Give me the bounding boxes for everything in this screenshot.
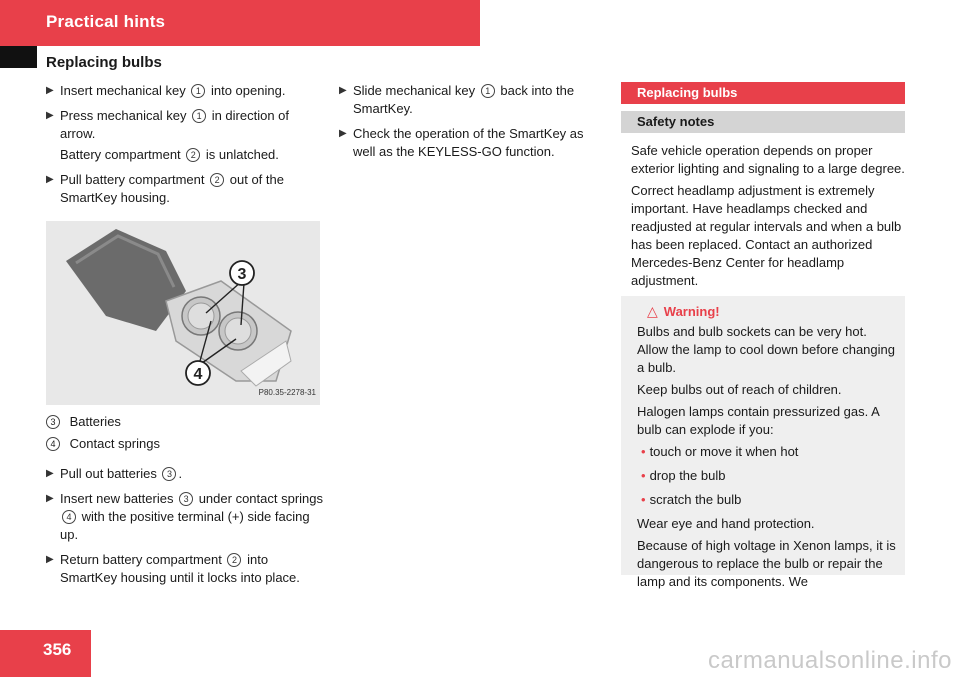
chapter-title: Practical hints (46, 12, 166, 31)
smartkey-battery-figure (46, 221, 320, 405)
warning-text: Bulbs and bulb sockets can be very hot. Allow the lamp to cool down before changing a bulb. (637, 324, 895, 375)
step-result: Battery compartment 2 is unlatched. (60, 147, 279, 162)
figure-code: P80.35-2278-31 (258, 388, 316, 397)
instruction-step: ▶ Pull out batteries 3 . (46, 466, 183, 481)
warning-box (621, 296, 905, 589)
smartkey-illustration (46, 221, 320, 405)
column-left (46, 82, 326, 594)
legend-item (46, 435, 326, 453)
callout-2: 2 (227, 553, 241, 567)
bullet-item: • scratch the bulb (641, 492, 742, 507)
arrow-icon: ▶ (46, 174, 54, 185)
callout-4: 4 (62, 510, 76, 524)
figure-callout-3: 3 (237, 266, 247, 283)
section-marker (0, 46, 37, 68)
callout-1: 1 (192, 109, 206, 123)
legend-number: 3 (46, 415, 60, 429)
instruction-step: ▶ Return battery compartment 2 into SmartKey housing until it locks into place. (46, 552, 300, 585)
arrow-icon: ▶ (46, 110, 54, 121)
callout-1: 1 (191, 84, 205, 98)
arrow-icon: ▶ (46, 468, 54, 479)
legend-number: 4 (46, 437, 60, 451)
bullet-icon: • (641, 468, 646, 483)
instruction-step: ▶ Slide mechanical key 1 back into the SmartKey. (339, 83, 575, 116)
arrow-icon: ▶ (46, 554, 54, 565)
figure-callout-4: 4 (193, 366, 203, 383)
subtopic-heading: Safety notes (621, 111, 905, 133)
paragraph: Safe vehicle operation depends on proper exterior lighting and signaling to a large degree. (631, 143, 905, 176)
instruction-step: ▶ Press mechanical key 1 in direction of arrow. (46, 108, 290, 141)
arrow-icon: ▶ (339, 85, 347, 96)
warning-triangle-icon: △ (647, 303, 658, 319)
legend-label: Contact springs (69, 436, 160, 451)
bullet-icon: • (641, 444, 646, 459)
column-middle (339, 82, 604, 168)
callout-2: 2 (186, 148, 200, 162)
warning-heading: △ Warning! (647, 303, 720, 319)
arrow-icon: ▶ (339, 128, 347, 139)
instruction-step: ▶ Pull battery compartment 2 out of the SmartKey housing. (46, 172, 284, 205)
topic-heading: Replacing bulbs (621, 82, 905, 104)
bullet-item: • touch or move it when hot (641, 444, 799, 459)
callout-2: 2 (210, 173, 224, 187)
warning-text: Keep bulbs out of reach of children. (637, 382, 842, 397)
smartkey-body (66, 229, 186, 331)
instruction-step: ▶ Insert new batteries 3 under contact springs 4 with the positive terminal (+) side facing up. (46, 491, 323, 542)
legend-label: Batteries (69, 414, 121, 429)
legend-item (46, 413, 326, 431)
arrow-icon: ▶ (46, 493, 54, 504)
warning-text: Because of high voltage in Xenon lamps, it is dangerous to replace the bulb or repair the lamp and its components. We (637, 538, 896, 589)
callout-3: 3 (162, 467, 176, 481)
warning-text: Wear eye and hand protection. (637, 516, 815, 531)
paragraph: Correct headlamp adjustment is extremely important. Have headlamps checked and readjusted at regular intervals and when a bulb has been replaced. Contact an authorized Mercedes-Benz Center for headlamp adjustment. (631, 183, 902, 288)
instruction-step: ▶ Insert mechanical key 1 into opening. (46, 83, 286, 98)
warning-text: Halogen lamps contain pressurized gas. A bulb can explode if you: (637, 404, 880, 437)
callout-1: 1 (481, 84, 495, 98)
instruction-step: ▶ Check the operation of the SmartKey as well as the KEYLESS-GO function. (339, 126, 584, 159)
watermark: carmanualsonline.info (708, 647, 952, 674)
callout-3: 3 (179, 492, 193, 506)
arrow-icon: ▶ (46, 85, 54, 96)
bullet-item: • drop the bulb (641, 468, 726, 483)
bullet-icon: • (641, 492, 646, 507)
column-right (621, 82, 905, 589)
section-title: Replacing bulbs (46, 54, 162, 71)
page-number: 356 (43, 640, 72, 659)
